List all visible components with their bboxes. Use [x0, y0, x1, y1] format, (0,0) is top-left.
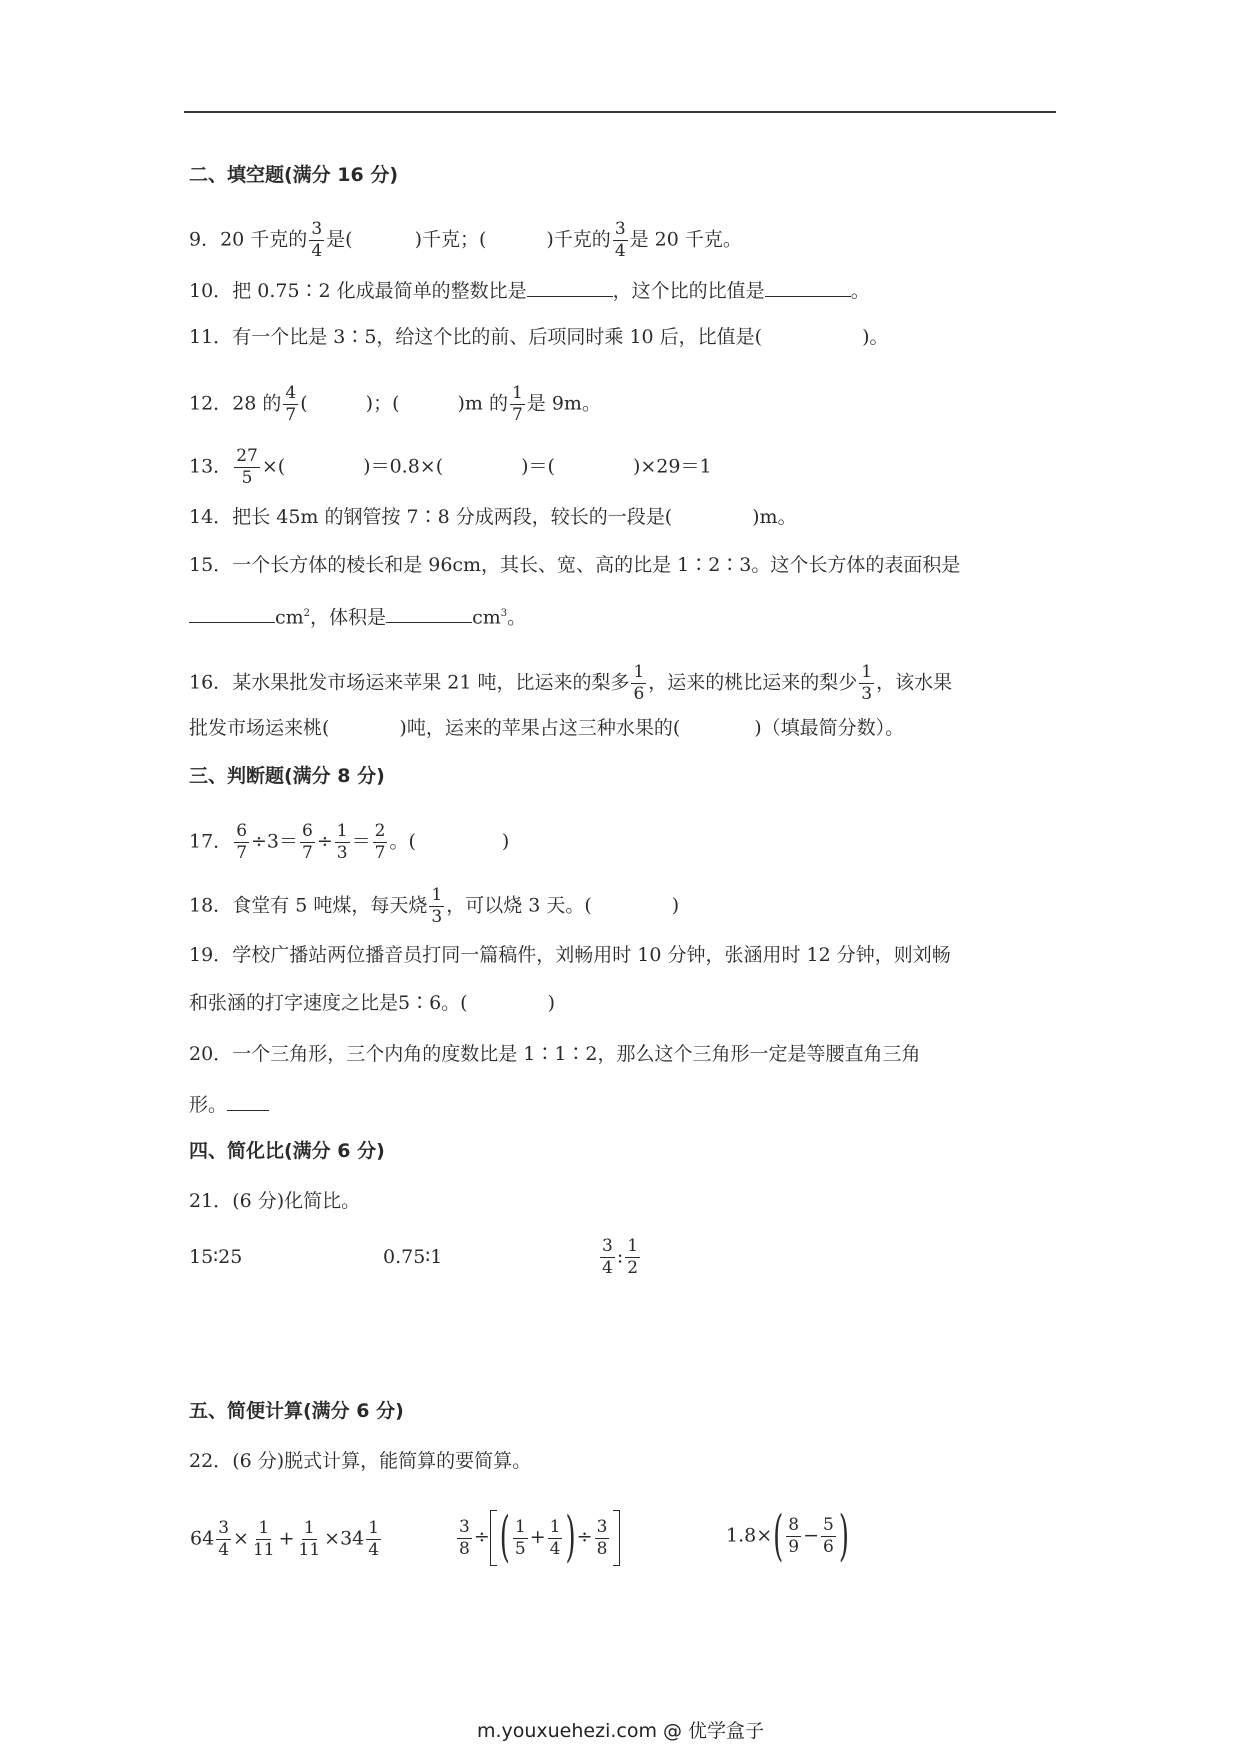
numerator: 27 — [236, 446, 258, 466]
denominator: 4 — [614, 241, 626, 261]
question-21 — [189, 1190, 360, 1212]
text: 20 千克的 — [220, 228, 308, 251]
right-paren: ) — [838, 1505, 850, 1568]
header-rule — [184, 111, 1056, 113]
text: (6 分)化简比。 — [232, 1190, 361, 1212]
question-20 — [189, 1043, 921, 1065]
whole-number: 64 — [190, 1527, 215, 1550]
text: 批发市场运来桃( — [189, 717, 330, 739]
question-19-line2 — [189, 992, 555, 1014]
question-number: 10． — [189, 280, 233, 302]
numerator: 4 — [285, 383, 297, 403]
section-title-fill-in: 二、填空题(满分 16 分) — [189, 164, 399, 186]
answer-blank[interactable] — [227, 1092, 269, 1111]
question-number: 12． — [189, 392, 233, 415]
unit: cm — [472, 606, 501, 629]
text: 是( — [326, 228, 353, 251]
fraction — [513, 1517, 528, 1560]
fraction — [373, 821, 388, 864]
answer-blank[interactable] — [527, 278, 613, 297]
question-14 — [189, 506, 797, 528]
denominator: 7 — [285, 405, 297, 425]
numerator: 1 — [336, 821, 348, 841]
text: 一个三角形，三个内角的度数比是 1∶1∶2，那么这个三角形一定是等腰直角三角 — [232, 1043, 921, 1065]
denominator: 4 — [549, 1538, 561, 1559]
denominator: 7 — [511, 405, 523, 425]
answer-blank[interactable] — [765, 278, 851, 297]
text: 有一个比是 3∶5，给这个比的前、后项同时乘 10 后，比值是( — [232, 326, 763, 348]
superscript: 2 — [303, 608, 311, 619]
numerator: 1 — [861, 662, 873, 682]
unit: cm — [275, 606, 304, 629]
question-number: 14． — [189, 506, 233, 528]
colon: : — [616, 1245, 624, 1268]
ratio-b: 0.75∶1 — [383, 1246, 443, 1268]
denominator: 7 — [374, 843, 386, 863]
text: ÷3＝ — [251, 830, 299, 853]
text: ( — [300, 392, 308, 415]
numerator: 6 — [236, 821, 248, 841]
fraction — [234, 821, 249, 864]
fraction — [595, 1517, 610, 1560]
numerator: 1 — [549, 1516, 561, 1537]
denominator: 2 — [627, 1258, 639, 1278]
numerator: 1 — [633, 662, 645, 682]
fraction — [335, 821, 350, 864]
section-title-simple-calculation: 五、简便计算(满分 6 分) — [189, 1400, 404, 1422]
denominator: 11 — [298, 1540, 321, 1560]
fraction — [625, 1236, 640, 1279]
fraction — [309, 219, 324, 262]
left-paren: ( — [499, 1506, 510, 1570]
numerator: 3 — [218, 1518, 230, 1538]
denominator: 6 — [633, 684, 645, 704]
question-16-line2 — [189, 717, 904, 739]
denominator: 4 — [311, 241, 323, 261]
section-title-true-false: 三、判断题(满分 8 分) — [189, 765, 385, 787]
text: )m 的 — [457, 392, 508, 415]
left-paren: ( — [773, 1505, 784, 1568]
numerator: 1 — [368, 1518, 380, 1538]
section-title-simplify-ratio: 四、简化比(满分 6 分) — [189, 1140, 385, 1162]
question-number: 16． — [189, 671, 233, 694]
numerator: 1 — [258, 1518, 270, 1538]
question-number: 9． — [189, 228, 221, 251]
text: 。 — [850, 280, 870, 302]
text: 一个长方体的棱长和是 96cm，其长、宽、高的比是 1∶2∶3。这个长方体的表面积是 — [232, 554, 961, 576]
question-number: 19． — [189, 944, 233, 966]
text: 和张涵的打字速度之比是5∶6。( — [189, 992, 468, 1014]
fraction — [283, 383, 298, 426]
numerator: 1 — [627, 1236, 639, 1256]
denominator: 9 — [788, 1537, 800, 1557]
numerator: 3 — [602, 1236, 613, 1256]
answer-blank[interactable] — [189, 604, 275, 623]
whole-number: 34 — [340, 1527, 365, 1550]
text: ) — [547, 992, 556, 1014]
numerator: 8 — [788, 1515, 800, 1535]
text: 某水果批发市场运来苹果 21 吨，比运来的梨多 — [232, 671, 630, 694]
text: )。 — [862, 326, 889, 348]
fraction — [251, 1518, 277, 1561]
text: ，可以烧 3 天。( — [446, 894, 592, 917]
denominator: 3 — [431, 907, 443, 927]
fraction — [216, 1518, 231, 1561]
operator: + — [529, 1526, 546, 1548]
text: )千克；( — [414, 228, 487, 251]
text: )＝0.8×( — [363, 455, 444, 478]
text: ＝ — [351, 830, 371, 853]
text: 1.8× — [726, 1524, 773, 1547]
text: 是 9m。 — [526, 392, 601, 415]
operator: × — [233, 1527, 249, 1550]
text: ，这个比的比值是 — [612, 280, 765, 302]
numerator: 1 — [303, 1518, 315, 1538]
question-number: 20． — [189, 1043, 233, 1065]
denominator: 6 — [823, 1537, 834, 1557]
question-number: 17． — [189, 830, 233, 853]
left-bracket — [490, 1510, 497, 1566]
fraction — [821, 1515, 836, 1558]
text: ，该水果 — [876, 671, 953, 694]
numerator: 3 — [311, 219, 323, 239]
question-15-line2 — [189, 603, 526, 628]
question-19 — [189, 944, 951, 966]
numerator: 6 — [302, 821, 313, 841]
denominator: 4 — [368, 1540, 380, 1560]
question-number: 18． — [189, 894, 233, 917]
denominator: 7 — [236, 843, 248, 863]
question-number: 22． — [189, 1450, 233, 1472]
denominator: 5 — [241, 468, 253, 488]
fraction — [297, 1518, 323, 1561]
text: 把长 45m 的钢管按 7∶8 分成两段，较长的一段是( — [232, 506, 673, 528]
expression-3 — [726, 1505, 850, 1568]
text: 。 — [507, 606, 527, 629]
numerator: 1 — [431, 885, 443, 905]
superscript: 3 — [500, 608, 508, 619]
denominator: 7 — [302, 843, 313, 863]
text: ) — [671, 894, 680, 917]
question-16 — [189, 662, 952, 705]
operator: × — [324, 1527, 341, 1550]
fraction — [631, 662, 646, 705]
question-number: 15． — [189, 554, 233, 576]
ratio-c — [598, 1236, 642, 1279]
denominator: 5 — [514, 1538, 526, 1559]
question-15 — [189, 554, 960, 576]
numerator: 3 — [459, 1516, 470, 1537]
text: 28 的 — [232, 392, 282, 415]
right-paren: ) — [565, 1506, 576, 1570]
text: 。( — [389, 830, 416, 853]
question-number: 11． — [189, 326, 233, 348]
text: 把 0.75∶2 化成最简单的整数比是 — [232, 280, 527, 302]
text: )m。 — [752, 506, 797, 528]
fraction — [600, 1236, 615, 1279]
text: ) — [501, 830, 510, 853]
ratio-a: 15∶25 — [189, 1246, 243, 1268]
fraction — [429, 885, 444, 928]
text: ×( — [261, 455, 286, 478]
denominator: 3 — [861, 684, 873, 704]
denominator: 4 — [602, 1258, 613, 1278]
question-17 — [189, 821, 509, 864]
text: 形。 — [189, 1094, 228, 1116]
question-12 — [189, 383, 601, 426]
fraction — [366, 1518, 381, 1561]
text: )×29＝1 — [632, 455, 712, 478]
question-20-line2 — [189, 1092, 269, 1116]
numerator: 5 — [823, 1515, 834, 1535]
fraction — [457, 1517, 472, 1560]
text: 是 20 千克。 — [629, 228, 742, 251]
numerator: 2 — [374, 821, 386, 841]
expression-1 — [190, 1518, 383, 1561]
text: )千克的 — [546, 228, 611, 251]
numerator: 3 — [614, 219, 626, 239]
text: )；( — [365, 392, 400, 415]
numerator: 3 — [596, 1516, 608, 1537]
text: ÷ — [316, 830, 333, 853]
operator: − — [803, 1524, 820, 1547]
fraction — [510, 383, 525, 426]
fraction — [613, 219, 628, 262]
text: )吨，运来的苹果占这三种水果的( — [399, 717, 681, 739]
operator: ÷ — [473, 1526, 490, 1548]
operator: + — [278, 1527, 295, 1550]
footer-watermark: m.youxuehezi.com @ 优学盒子 — [476, 1720, 765, 1742]
text: (6 分)脱式计算，能简算的要简算。 — [232, 1450, 532, 1472]
text: ，运来的桃比运来的梨少 — [648, 671, 858, 694]
answer-blank[interactable] — [386, 604, 472, 623]
question-22 — [189, 1450, 531, 1472]
text: ，体积是 — [310, 606, 387, 629]
question-number: 21． — [189, 1190, 233, 1212]
text: )＝( — [521, 455, 555, 478]
denominator: 4 — [218, 1540, 230, 1560]
denominator: 3 — [336, 843, 348, 863]
fraction — [786, 1515, 801, 1558]
expression-2 — [455, 1506, 620, 1570]
fraction — [859, 662, 874, 705]
text: 学校广播站两位播音员打同一篇稿件，刘畅用时 10 分钟，张涵用时 12 分钟，则刘畅 — [232, 944, 951, 966]
fraction — [548, 1517, 563, 1560]
text: 食堂有 5 吨煤，每天烧 — [232, 894, 428, 917]
denominator: 8 — [459, 1538, 470, 1559]
question-13 — [189, 446, 712, 489]
numerator: 1 — [511, 383, 523, 403]
question-10 — [189, 278, 870, 302]
operator: ÷ — [576, 1526, 593, 1548]
question-11 — [189, 326, 889, 348]
question-number: 13． — [189, 455, 233, 478]
numerator: 1 — [514, 1516, 526, 1537]
question-18 — [189, 885, 679, 928]
question-9 — [189, 219, 742, 262]
fraction — [300, 821, 315, 864]
text: )（填最简分数）。 — [754, 717, 905, 739]
fraction — [234, 446, 260, 489]
denominator: 11 — [252, 1540, 275, 1560]
denominator: 8 — [596, 1538, 608, 1559]
right-bracket — [613, 1510, 620, 1566]
